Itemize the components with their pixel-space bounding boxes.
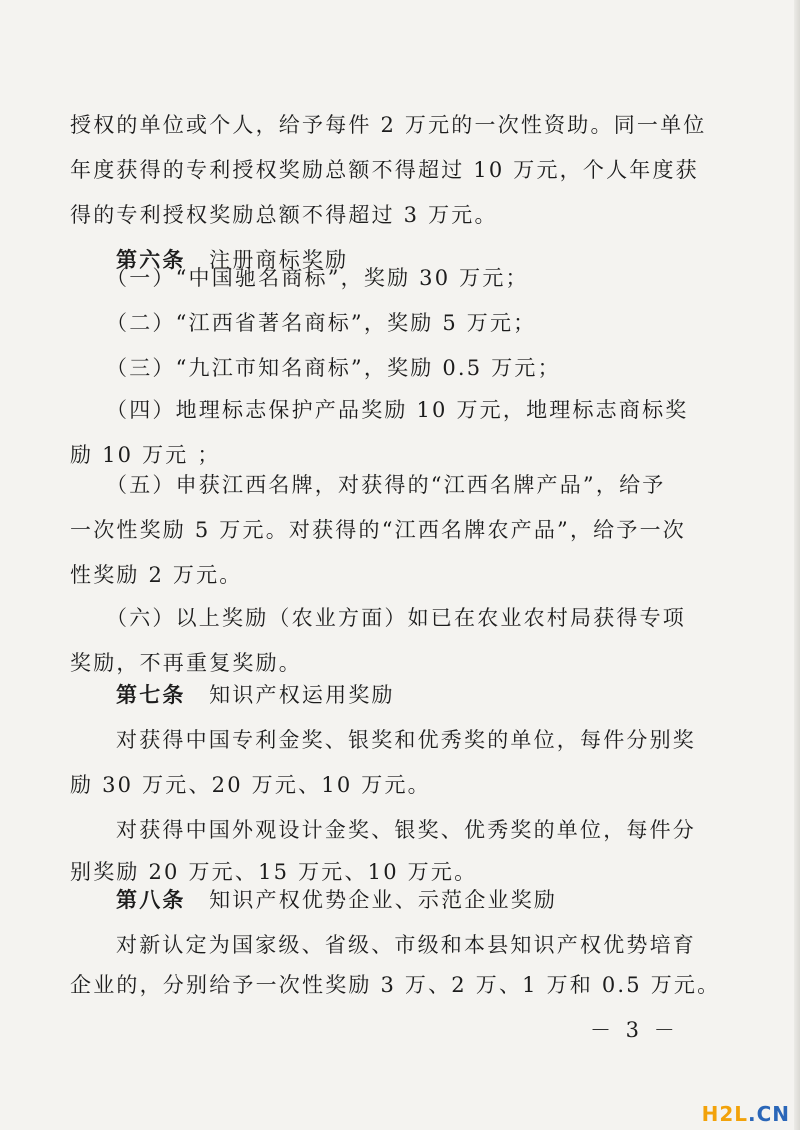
article-7-item: 对获得中国外观设计金奖、银奖、优秀奖的单位，每件分: [116, 818, 696, 842]
article-6-item: （一）“中国驰名商标”，奖励 30 万元；: [106, 266, 529, 290]
article-7-item: 别奖励 20 万元、15 万元、10 万元。: [70, 860, 478, 884]
paragraph-line: 年度获得的专利授权奖励总额不得超过 10 万元，个人年度获: [70, 158, 699, 182]
watermark-brand: H2L: [701, 1102, 748, 1126]
article-8-label: 第八条: [116, 887, 186, 912]
article-6-item: 励 10 万元 ；: [70, 443, 221, 467]
article-8-heading: [116, 885, 557, 915]
paragraph-line: 得的专利授权奖励总额不得超过 3 万元。: [70, 203, 498, 227]
article-6-item: 奖励，不再重复奖励。: [70, 651, 302, 675]
article-6-item: （二）“江西省著名商标”，奖励 5 万元；: [106, 311, 537, 335]
article-8-title: 知识产权优势企业、示范企业奖励: [209, 888, 558, 912]
article-7-item: 对获得中国专利金奖、银奖和优秀奖的单位，每件分别奖: [116, 728, 696, 752]
article-6-label: 第六条: [116, 247, 186, 272]
article-6-item: （四）地理标志保护产品奖励 10 万元，地理标志商标奖: [106, 398, 689, 422]
article-6-item: 性奖励 2 万元。: [70, 563, 243, 587]
article-6-item: （三）“九江市知名商标”，奖励 0.5 万元；: [106, 356, 561, 380]
scan-edge: [794, 0, 800, 1130]
article-7-label: 第七条: [116, 682, 186, 707]
article-6-item: （五）申获江西名牌，对获得的“江西名牌产品”，给予: [106, 473, 666, 497]
article-7-heading: [116, 680, 395, 710]
site-watermark: [702, 1102, 790, 1126]
article-6-title: 注册商标奖励: [209, 248, 349, 272]
article-7-item: 励 30 万元、20 万元、10 万元。: [70, 773, 431, 797]
article-8-item: 对新认定为国家级、省级、市级和本县知识产权优势培育: [116, 933, 696, 957]
article-6-item: （六）以上奖励（农业方面）如已在农业农村局获得专项: [106, 606, 686, 630]
page-number: － 3 －: [590, 1018, 679, 1042]
article-6-item: 一次性奖励 5 万元。对获得的“江西名牌农产品”，给予一次: [70, 518, 686, 542]
article-7-title: 知识产权运用奖励: [209, 683, 395, 707]
article-8-item: 企业的，分别给予一次性奖励 3 万、2 万、1 万和 0.5 万元。: [70, 973, 721, 997]
watermark-suffix: .CN: [747, 1102, 790, 1126]
paragraph-line: 授权的单位或个人，给予每件 2 万元的一次性资助。同一单位: [70, 113, 707, 137]
